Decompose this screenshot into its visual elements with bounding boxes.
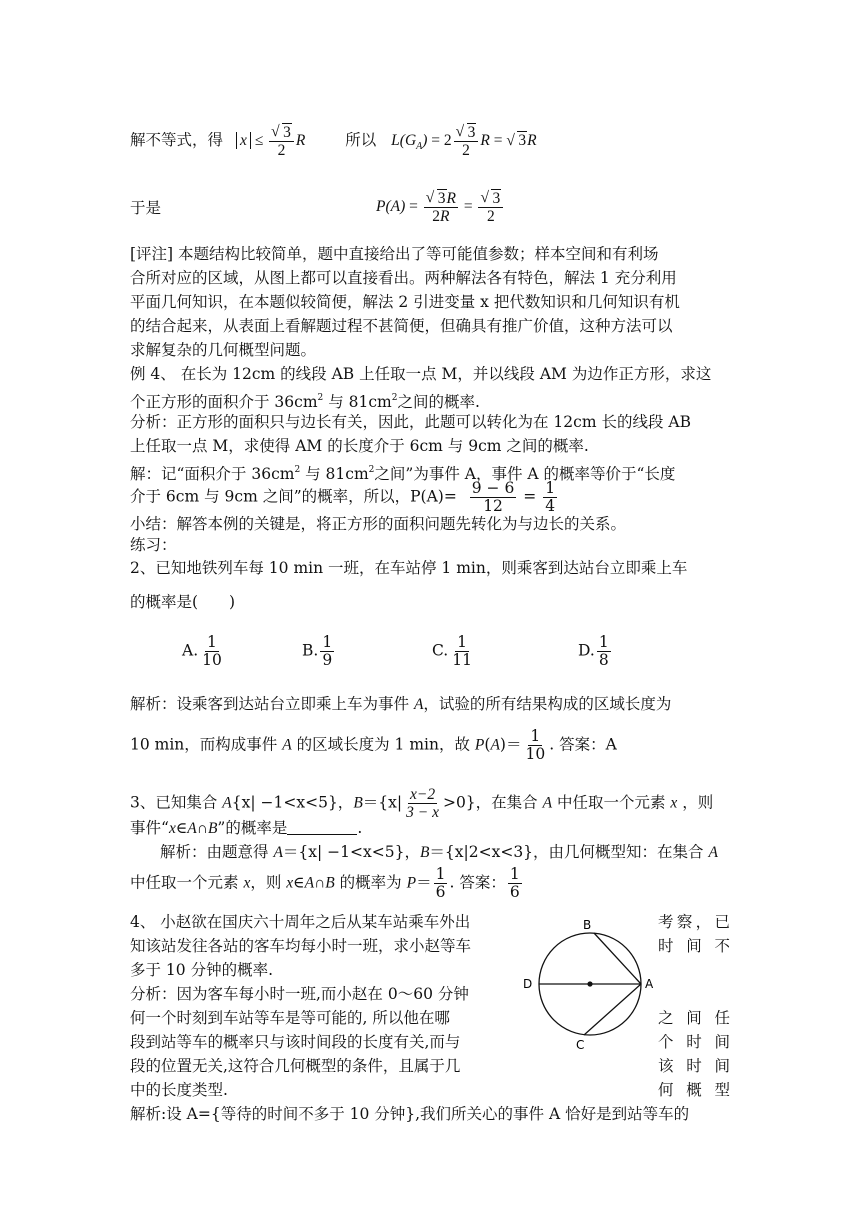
text-segment: 与 81cm [323,393,392,411]
text-segment: x∈A∩B [168,820,218,837]
label-d: D [523,977,533,991]
label-c: C [576,1038,585,1052]
analysis-line: 段到站等车的概率只与该时间段的长度有关,而与 [130,1033,461,1051]
practice-heading: 练习： [130,536,177,554]
review-line: 合所对应的区域，从图上都可以直接看出。两种解法各有特色，解法 1 充分利用 [130,269,677,287]
analysis-line: 分析：正方形的面积只与边长有关，因此，此题可以转化为在 12cm 长的线段 AB [130,413,691,431]
solution-line: 解析：由题意得 A＝{x| −1<x<5}，B＝{x|2<x<3}，由几何概型知：在集合 A [160,843,718,861]
superscript: 2 [368,465,375,475]
text-segment: >0}，在集合 [442,793,543,812]
superscript: 2 [317,393,324,403]
text-segment: 中任取一个元素 [552,793,671,812]
therefore-label: 所以 [345,131,377,150]
fraction: $\frac{1}{4}$ [545,479,556,515]
text-segment: ＝{x| −1<x<5}， [282,843,420,861]
wrap-text: 考察，已 [658,913,730,931]
text-segment: 10 min，而构成事件 [130,735,283,754]
length-formula: $L(G_A) = 2$ √ $\frac{3}{2}$ R = √ 3R [391,132,536,149]
text-segment: 事件“ [130,819,169,837]
text-segment: 解析：设乘客到达站台立即乘上车为事件 [130,695,414,713]
review-line: 求解复杂的几何概型问题。 [130,341,317,359]
example-statement-cont [130,388,480,412]
inequality-line [130,124,537,159]
solution-line: 解析:设 A={等待的时间不多于 10 分钟},我们所关心的事件 A 恰好是到站等车的 [130,1105,690,1123]
inequality-intro: 解不等式，得 [130,131,224,150]
review-line: 的结合起来，从表面上看解题过程不甚简便，但确具有推广价值，这种方法可以 [130,317,673,335]
text-segment: ＝ [416,873,432,892]
wrap-text: 个 时 间 [658,1033,730,1051]
wrap-text: 时 间 不 [658,937,730,955]
example-statement: 例 4、 在长为 12cm 的线段 AB 上任取一点 M，并以线段 AM 为边作正方形，求这 [130,365,712,383]
chord-ac [584,984,641,1035]
text-segment: 之间的概率. [397,393,480,411]
text-segment: 个正方形的面积介于 36cm [130,393,318,411]
text-segment: . [357,819,363,837]
text-segment: 介于 6cm 与 9cm 之间”的概率，所以，P(A)= [130,487,457,506]
fraction: $\frac{1}{10}$ [525,727,546,763]
wrap-text: 该 时 间 [658,1057,730,1075]
answer-blank[interactable] [287,834,357,835]
label-a: A [645,977,654,991]
probability-formula: P(A) = √ $\frac{3R}{2R}$ = √ $\frac{3}{2}$ [376,190,505,225]
text-segment: ＝{x|2<x<3}，由几何概型知：在集合 [429,843,709,861]
label-b: B [583,918,592,932]
summary-line: 小结：解答本例的关键是，将正方形的面积问题先转化为与边长的关系。 [130,515,627,533]
fraction: $\frac{9 - 6}{12}$ [471,479,515,515]
probability-line [130,198,161,218]
equals-sign: = [523,487,537,506]
analysis-line: 段的位置无关,这符合几何概型的条件，且属于几 [130,1057,461,1075]
option-b[interactable]: B. $\frac{1}{9}$ [302,633,333,669]
text-segment: 与 81cm [300,465,369,483]
abs-x-formula: x ≤ √ $\frac{3}{2}$ R [236,132,309,149]
text-segment: ＝ [505,735,522,754]
fraction: $\frac{1}{6}$ [435,865,446,901]
text-segment: ，试验的所有结果构成的区域长度为 [423,695,672,713]
question-text: 4、 小赵欲在国庆六十周年之后从某车站乘车外出 [130,913,471,931]
text-segment: . 答案： [449,873,506,892]
text-segment: ，则 [677,793,714,812]
analysis-line: 上任取一点 M，求使得 AM 的长度介于 6cm 与 9cm 之间的概率. [130,437,589,455]
solution-line: 10 min，而构成事件 A 的区域长度为 1 min，故 P(A)＝ $\frac{1}{10}$ . 答案：A [130,727,617,763]
text-segment: 的区域长度为 1 min，故 [291,735,475,754]
solution-line: 解析：设乘客到达站台立即乘上车为事件 A，试验的所有结果构成的区域长度为 [130,695,672,713]
text-segment: 3、已知集合 [130,793,223,812]
solution-line: 中任取一个元素 x，则 x∈A∩B 的概率为 P＝ $\frac{1}{6}$ . 答案： $\frac{1}{6}$ [130,865,520,901]
question-text: 3、已知集合 A{x| −1<x<5}，B＝{x| $\frac{x-2}{3 - x}$ >0}，在集合 A 中任取一个元素 x ，则 [130,786,714,821]
question-text: 多于 10 分钟的概率. [130,961,274,979]
wrap-text: 之 间 任 [658,1009,730,1027]
text-segment: 中任取一个元素 [130,873,244,892]
fraction: $\frac{x-2}{3 - x}$ [406,786,439,821]
analysis-line: 何一个时刻到车站等车是等可能的, 所以他在哪 [130,1009,450,1027]
text-segment: 解：记“面积介于 36cm [130,465,295,483]
analysis-line: 中的长度类型. [130,1081,228,1099]
superscript: 2 [294,465,301,475]
text-segment: 的概率为 [334,873,407,892]
option-d[interactable]: D. $\frac{1}{8}$ [578,633,609,669]
circle-diagram [520,916,660,1056]
text-segment: 之间”为事件 A，事件 A 的概率等价于“长度 [374,465,676,483]
analysis-line: 分析：因为客车每小时一班,而小赵在 0～60 分钟 [130,985,469,1003]
fraction: $\frac{1}{6}$ [509,865,520,901]
question-text: 的概率是( ) [130,593,236,611]
question-text [130,818,362,839]
review-line: 平面几何知识，在本题似较简便，解法 2 引进变量 x 把代数知识和几何知识有机 [130,293,680,311]
superscript: 2 [391,393,398,403]
question-text: 知该站发往各站的客车均每小时一班，求小赵等车 [130,937,472,955]
text-segment: ，则 [250,873,287,892]
question-text: 2、已知地铁列车每 10 min 一班，在车站停 1 min，则乘客到达站台立即乘上车 [130,559,688,577]
text-segment: ”的概率是 [217,819,288,837]
text-segment: ＝{x| [362,793,403,812]
center-point [587,981,592,986]
text-segment: x [670,794,678,812]
review-line: [评注] 本题结构比较简单，题中直接给出了等可能值参数；样本空间和有利场 [130,245,659,263]
text-segment: {x| −1<x<5}， [231,793,354,812]
text-segment: . 答案：A [549,735,617,754]
option-c[interactable]: C. $\frac{1}{11}$ [432,633,472,669]
option-a[interactable]: A. $\frac{1}{10}$ [182,633,222,669]
text-segment: B [353,794,363,812]
wrap-text: 何 概 型 [658,1081,730,1099]
thus-label: 于是 [130,199,162,217]
solution-line [130,480,559,515]
text-segment: 解析：由题意得 [160,843,274,861]
